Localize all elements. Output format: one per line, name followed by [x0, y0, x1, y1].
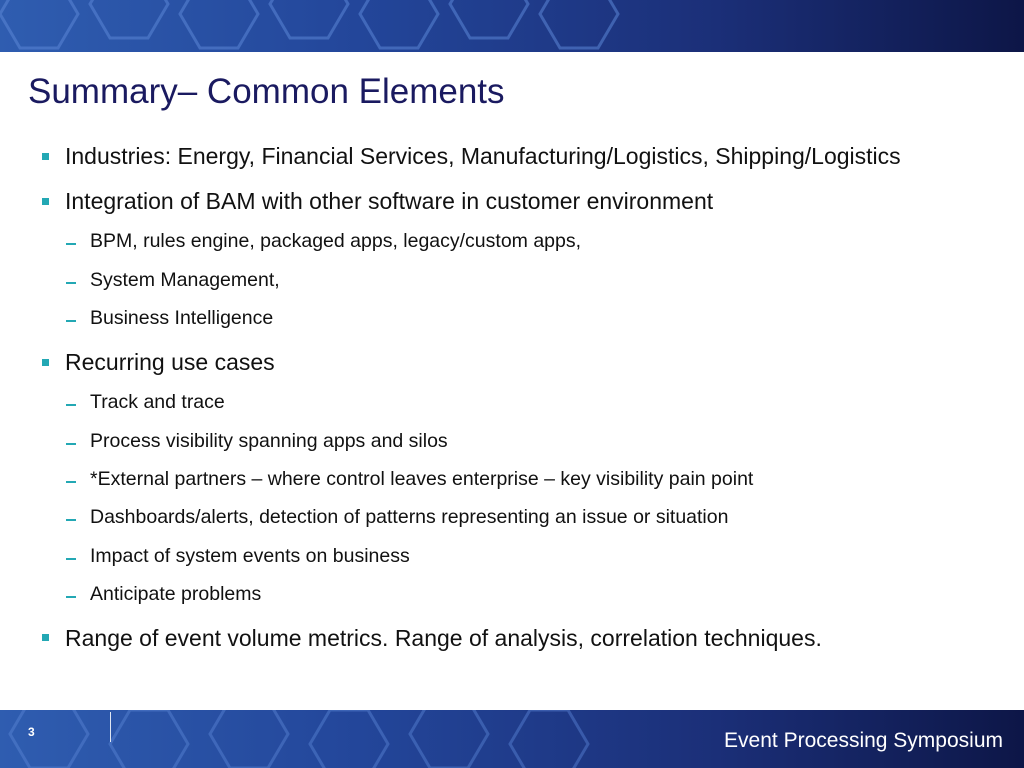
sub-bullet-item: BPM, rules engine, packaged apps, legacy/custom apps,: [90, 230, 582, 252]
sub-bullet-item: Anticipate problems: [90, 583, 262, 605]
bullet-item: Industries: Energy, Financial Services, Manufacturing/Logistics, Shipping/Logistics: [65, 143, 901, 169]
bullet-item: Range of event volume metrics. Range of analysis, correlation techniques.: [65, 625, 822, 651]
dash-bullet-icon: [66, 320, 76, 322]
dash-bullet-icon: [66, 443, 76, 445]
sub-bullet-item: Impact of system events on business: [90, 545, 410, 567]
dash-bullet-icon: [66, 404, 76, 406]
sub-bullet-item: Process visibility spanning apps and silos: [90, 430, 448, 452]
footer-title: Event Processing Symposium: [724, 729, 1003, 752]
square-bullet-icon: [42, 634, 49, 641]
dash-bullet-icon: [66, 558, 76, 560]
sub-bullet-item: Business Intelligence: [90, 307, 274, 329]
square-bullet-icon: [42, 198, 49, 205]
sub-bullet-item: Dashboards/alerts, detection of patterns representing an issue or situation: [90, 506, 729, 528]
bullet-item: Recurring use cases: [65, 349, 275, 375]
sub-bullet-item: Track and trace: [90, 391, 225, 413]
square-bullet-icon: [42, 153, 49, 160]
hexagon-pattern: [0, 0, 1024, 52]
sub-bullet-item: *External partners – where control leaves enterprise – key visibility pain point: [90, 468, 754, 490]
page-number: 3: [28, 725, 35, 739]
dash-bullet-icon: [66, 282, 76, 284]
dash-bullet-icon: [66, 243, 76, 245]
dash-bullet-icon: [66, 519, 76, 521]
header-band: [0, 0, 1024, 52]
bullet-item: Integration of BAM with other software in customer environment: [65, 188, 714, 214]
sub-bullet-item: System Management,: [90, 269, 280, 291]
dash-bullet-icon: [66, 596, 76, 598]
square-bullet-icon: [42, 359, 49, 366]
dash-bullet-icon: [66, 481, 76, 483]
slide-title: Summary– Common Elements: [28, 72, 505, 111]
footer-divider: [110, 712, 111, 742]
